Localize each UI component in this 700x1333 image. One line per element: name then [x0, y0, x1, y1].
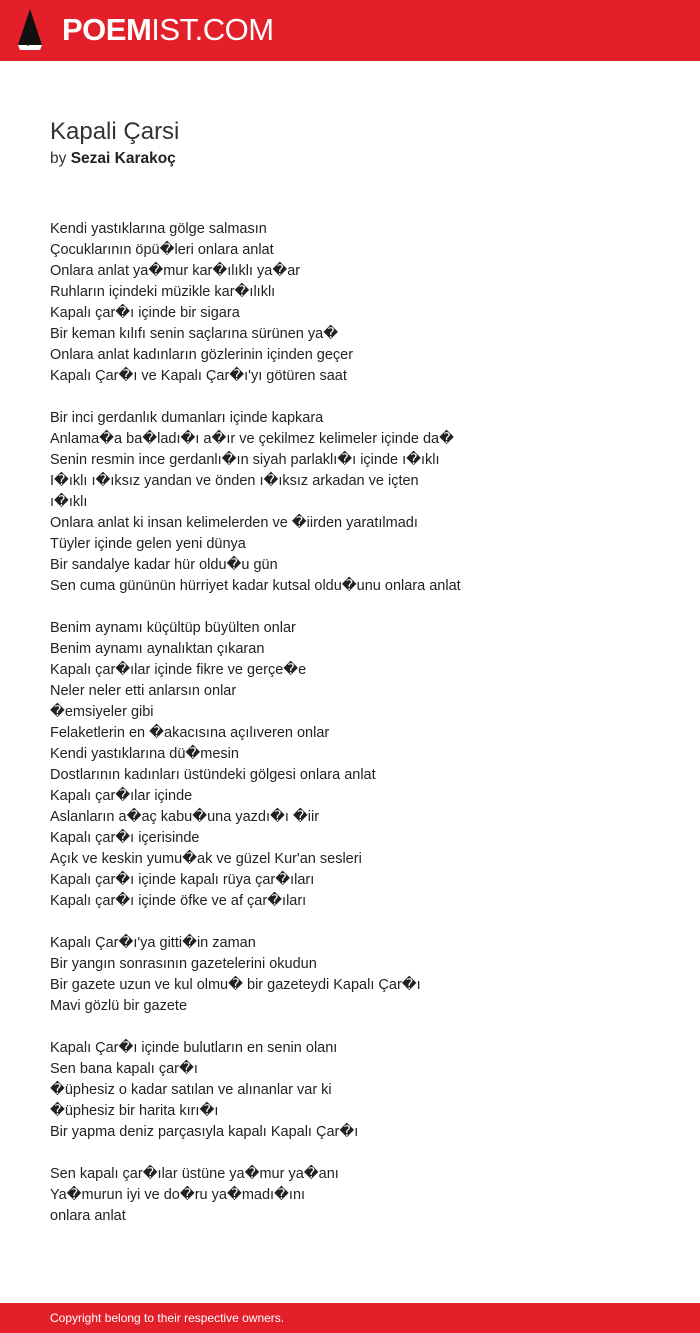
poem-line: Onlara anlat ya�mur kar�ılıklı ya�ar	[50, 263, 301, 279]
poem-line: Bir gazete uzun ve kul olmu� bir gazeteydi Kapalı Çar�ı	[50, 977, 421, 993]
stanza-gap	[50, 387, 670, 408]
poem-line: �emsiyeler gibi	[50, 704, 154, 720]
poem-line: Kendi yastıklarına dü�mesin	[50, 746, 239, 762]
poem-line: Kapalı çar�ılar içinde fikre ve gerçe�e	[50, 662, 307, 678]
poem-line: ı�ıklı	[50, 494, 88, 510]
poem-line: Kapalı çar�ı içinde bir sigara	[50, 305, 240, 321]
poem-stanza	[50, 1164, 670, 1227]
poem-line: Kendi yastıklarına gölge salmasın	[50, 221, 267, 237]
stanza-gap	[50, 912, 670, 933]
site-header	[0, 0, 700, 61]
poem-line: Kapalı Çar�ı içinde bulutların en senin olanı	[50, 1040, 338, 1056]
poem-line: Kapalı çar�ı içinde kapalı rüya çar�ıları	[50, 872, 315, 888]
poem-line: Bir yapma deniz parçasıyla kapalı Kapalı Çar�ı	[50, 1124, 359, 1140]
poem-line: Kapalı çar�ı içinde öfke ve af çar�ıları	[50, 893, 307, 909]
poem-line: Onlara anlat kadınların gözlerinin içinden geçer	[50, 347, 354, 363]
brand-light-text: IST.COM	[151, 12, 274, 47]
site-footer	[0, 1303, 700, 1333]
poem-line: Benim aynamı aynalıktan çıkaran	[50, 641, 265, 657]
copyright-text: Copyright belong to their respective owners.	[50, 1311, 285, 1325]
poem-line: Bir keman kılıfı senin saçlarına sürünen ya�	[50, 326, 339, 342]
poem-line: Tüyler içinde gelen yeni dünya	[50, 536, 246, 552]
pencil-tip-icon[interactable]	[18, 9, 42, 51]
poem-line: Çocuklarının öpü�leri onlara anlat	[50, 242, 274, 258]
poem-title: Kapali Çarsi	[50, 118, 180, 145]
poem-line: Kapalı çar�ı içerisinde	[50, 830, 200, 846]
poem-stanza	[50, 219, 670, 387]
poem-line: onlara anlat	[50, 1208, 126, 1224]
poem-line: Ruhların içindeki müzikle kar�ılıklı	[50, 284, 276, 300]
poem-line: Bir yangın sonrasının gazetelerini okudun	[50, 956, 317, 972]
poem-line: �üphesiz bir harita kırı�ı	[50, 1103, 219, 1119]
poem-line: Bir sandalye kadar hür oldu�u gün	[50, 557, 278, 573]
poem-line: Kapalı çar�ılar içinde	[50, 788, 193, 804]
poem-line: Sen kapalı çar�ılar üstüne ya�mur ya�anı	[50, 1166, 339, 1182]
by-label: by	[50, 150, 67, 167]
poem-line: Benim aynamı küçültüp büyülten onlar	[50, 620, 296, 636]
byline	[50, 148, 176, 170]
author-name: Sezai Karakoç	[70, 150, 176, 167]
poem-line: Felaketlerin en �akacısına açılıveren onlar	[50, 725, 330, 741]
poem-line: Mavi gözlü bir gazete	[50, 998, 188, 1014]
poem-line: Ya�murun iyi ve do�ru ya�madı�ını	[50, 1187, 306, 1203]
poem-stanza	[50, 933, 670, 1017]
poem-line: Anlama�a ba�ladı�ı a�ır ve çekilmez kelimeler içinde da�	[50, 431, 454, 447]
poem-line: Sen bana kapalı çar�ı	[50, 1061, 198, 1077]
poem-line: Dostlarının kadınları üstündeki gölgesi onlara anlat	[50, 767, 376, 783]
poem-line: Neler neler etti anlarsın onlar	[50, 683, 237, 699]
site-logo-link[interactable]	[62, 10, 274, 50]
brand-bold-text: POEM	[62, 12, 152, 47]
stanza-gap	[50, 1017, 670, 1038]
poem-line: Kapalı Çar�ı'ya gitti�in zaman	[50, 935, 256, 951]
stanza-gap	[50, 1143, 670, 1164]
poem-stanza	[50, 408, 670, 597]
poem-line: Sen cuma gününün hürriyet kadar kutsal oldu�unu onlara anlat	[50, 578, 461, 594]
poem-body	[50, 219, 670, 1227]
stanza-gap	[50, 597, 670, 618]
poem-line: Bir inci gerdanlık dumanları içinde kapkara	[50, 410, 324, 426]
poem-line: �üphesiz o kadar satılan ve alınanlar var ki	[50, 1082, 332, 1098]
poem-line: Kapalı Çar�ı ve Kapalı Çar�ı'yı götüren saat	[50, 368, 347, 384]
poem-stanza	[50, 1038, 670, 1143]
poem-line: Senin resmin ince gerdanlı�ın siyah parlaklı�ı içinde ı�ıklı	[50, 452, 440, 468]
poem-stanza	[50, 618, 670, 912]
poem-line: Açık ve keskin yumu�ak ve güzel Kur'an sesleri	[50, 851, 362, 867]
poem-line: Aslanların a�aç kabu�una yazdı�ı �iir	[50, 809, 320, 825]
poem-line: I�ıklı ı�ıksız yandan ve önden ı�ıksız arkadan ve içten	[50, 473, 419, 489]
poem-line: Onlara anlat ki insan kelimelerden ve �iirden yaratılmadı	[50, 515, 418, 531]
